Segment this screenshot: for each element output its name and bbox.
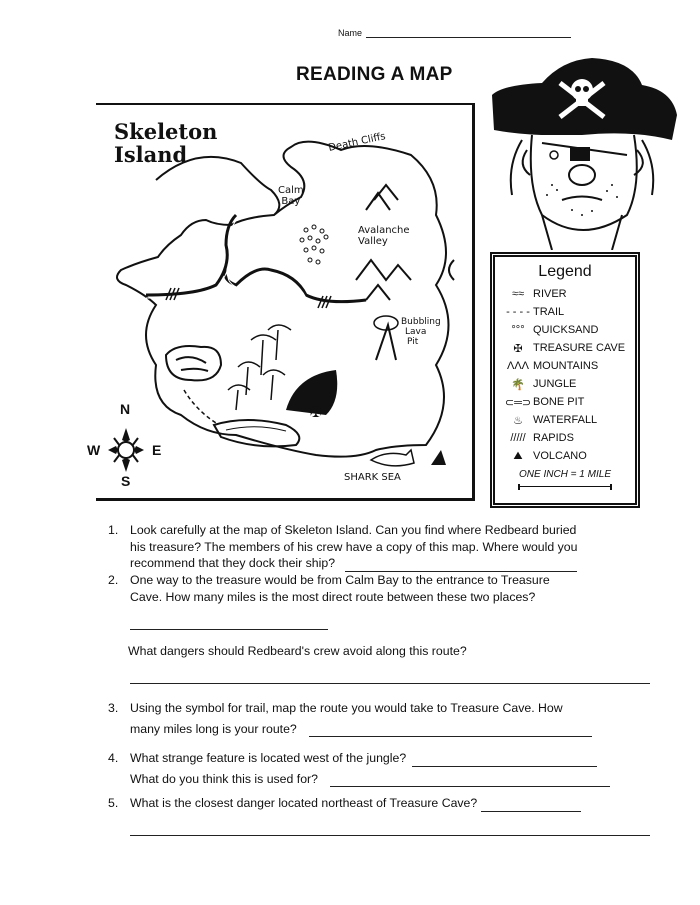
legend-item-waterfall	[495, 411, 635, 429]
label-calm-bay-2: Bay	[281, 196, 301, 207]
answer-blank-1[interactable]	[345, 560, 577, 572]
question-text: What is the closest danger located northeast of Treasure Cave?	[130, 796, 478, 810]
river-icon: ≈≈	[511, 288, 525, 300]
map-frame	[87, 103, 475, 501]
question-text: What do you think this is used for?	[130, 771, 318, 786]
label-avalanche-1: Avalanche	[358, 225, 410, 236]
answer-blank-5a[interactable]	[481, 800, 581, 812]
answer-blank-2a[interactable]	[130, 629, 328, 630]
quicksand-icon: °°°	[511, 324, 525, 336]
legend-item-jungle	[495, 375, 635, 393]
question-2-followup: What dangers should Redbeard's crew avoid along this route?	[128, 644, 467, 658]
legend-label: BONE PIT	[533, 396, 585, 408]
compass-s: S	[121, 473, 131, 489]
answer-blank-2b[interactable]	[130, 683, 650, 684]
question-number: 1.	[108, 523, 119, 537]
legend-item-treasure-cave	[495, 339, 635, 357]
legend-title: Legend	[538, 263, 592, 280]
svg-text:✠: ✠	[310, 405, 322, 421]
trail-icon: - - - -	[506, 306, 530, 318]
answer-blank-4a[interactable]	[412, 755, 597, 767]
question-4	[108, 750, 610, 787]
label-lava-1: Bubbling	[401, 317, 441, 327]
name-label: Name	[338, 28, 363, 38]
label-lava-pit	[401, 317, 441, 347]
answer-blank-3[interactable]	[309, 725, 592, 737]
question-text: Look carefully at the map of Skeleton Island. Can you find where Redbeard buried	[130, 523, 577, 537]
question-text: many miles long is your route?	[130, 721, 297, 736]
volcano-icon: ⛰	[513, 449, 523, 462]
waterfall-icon: ♨	[513, 414, 523, 427]
bone-pit-icon: ⊂═⊃	[504, 396, 532, 409]
page-title: READING A MAP	[296, 64, 453, 85]
legend-label: TREASURE CAVE	[533, 342, 626, 354]
label-avalanche-2: Valley	[358, 236, 388, 247]
scale-bar	[518, 484, 612, 490]
legend-label: MOUNTAINS	[533, 360, 599, 372]
legend-item-bone-pit	[495, 393, 635, 411]
question-text: One way to the treasure would be from Calm Bay to the entrance to Treasure	[130, 573, 550, 587]
legend-item-river	[495, 285, 635, 303]
question-5	[108, 795, 581, 812]
label-avalanche-valley	[358, 225, 410, 247]
legend-label: QUICKSAND	[533, 324, 599, 336]
label-calm-bay-1: Calm	[278, 185, 304, 196]
question-3	[108, 700, 592, 737]
legend-label: RAPIDS	[533, 432, 574, 444]
compass-n: N	[120, 401, 131, 417]
legend-label: TRAIL	[533, 306, 565, 318]
label-calm-bay	[278, 185, 304, 207]
label-death-cliffs: Death Cliffs	[327, 131, 387, 154]
name-field[interactable]	[338, 28, 571, 38]
legend-item-mountains	[495, 357, 635, 375]
question-text: Cave. How many miles is the most direct route between these two places?	[130, 589, 536, 604]
label-lava-3: Pit	[407, 337, 419, 347]
legend-item-trail	[495, 303, 635, 321]
map-legend	[490, 252, 640, 508]
legend-label: JUNGLE	[533, 378, 577, 390]
legend-label: VOLCANO	[533, 450, 587, 462]
legend-scale: ONE INCH = 1 MILE	[519, 469, 611, 480]
label-shark-sea: SHARK SEA	[344, 472, 401, 483]
rapids-icon: /////	[510, 432, 526, 444]
map-title-line1: Skeleton	[114, 119, 218, 144]
map-title-line2: Island	[114, 142, 188, 167]
question-number: 5.	[108, 796, 119, 810]
question-2	[108, 572, 550, 605]
answer-blank-5b[interactable]	[130, 835, 650, 836]
question-number: 2.	[108, 573, 119, 587]
legend-item-volcano	[495, 447, 635, 465]
map-title	[114, 120, 217, 166]
legend-label: WATERFALL	[533, 414, 598, 426]
question-text: What strange feature is located west of the jungle?	[130, 751, 407, 765]
question-number: 3.	[108, 701, 119, 715]
legend-item-quicksand	[495, 321, 635, 339]
question-1	[108, 522, 577, 572]
jungle-icon: 🌴	[511, 378, 525, 391]
legend-item-rapids	[495, 429, 635, 447]
pirate-illustration	[482, 55, 682, 250]
label-lava-2: Lava	[405, 327, 427, 337]
mountains-icon: ΛΛΛ	[506, 360, 530, 372]
answer-blank-4b[interactable]	[330, 775, 610, 787]
question-text: recommend that they dock their ship?	[130, 556, 336, 570]
treasure-cave-icon: ✠	[513, 342, 523, 355]
question-text: his treasure? The members of his crew have a copy of this map. Where would you	[130, 539, 578, 554]
question-text: Using the symbol for trail, map the route you would take to Treasure Cave. How	[130, 701, 563, 715]
question-number: 4.	[108, 751, 119, 765]
compass-w: W	[87, 442, 101, 458]
name-blank[interactable]	[366, 29, 571, 38]
legend-label: RIVER	[533, 288, 567, 300]
compass-e: E	[152, 442, 162, 458]
